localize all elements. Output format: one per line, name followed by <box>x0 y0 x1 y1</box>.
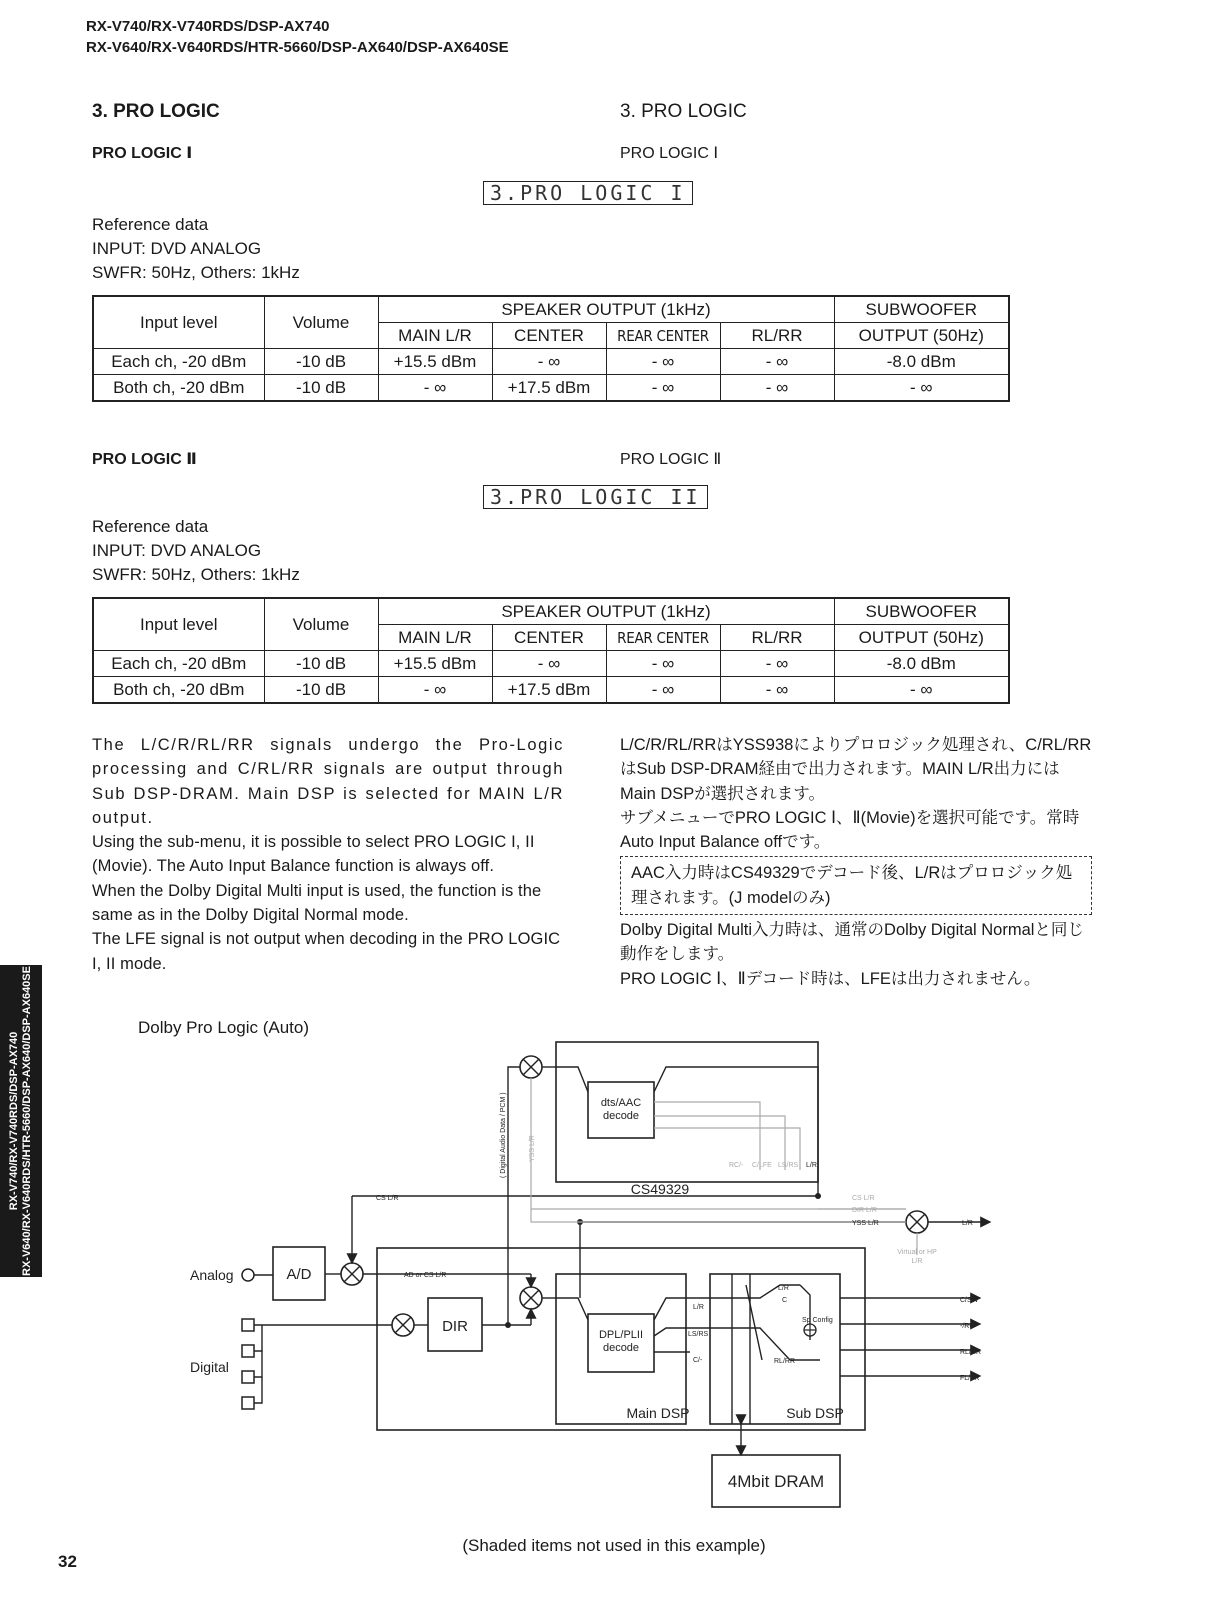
cell: - ∞ <box>378 375 492 402</box>
pl2-title-jp: PRO LOGIC Ⅱ <box>620 451 722 468</box>
th-subwoofer-1: SUBWOOFER <box>834 296 1009 323</box>
cell: -8.0 dBm <box>834 349 1009 375</box>
dpl-label-1: DPL/PLII <box>598 1329 644 1341</box>
digital-input-1 <box>242 1319 254 1331</box>
cell: +15.5 dBm <box>378 349 492 375</box>
th-rear-center: REAR CENTER <box>606 323 720 349</box>
cell: -10 dB <box>264 375 378 402</box>
section-title-en: 3. PRO LOGIC <box>92 101 220 122</box>
th-rear-center: REAR CENTER <box>606 625 720 651</box>
table-row <box>93 651 1009 677</box>
cs-lr-label: CS L/R <box>376 1195 399 1202</box>
cell: - ∞ <box>720 677 834 704</box>
cell: - ∞ <box>720 651 834 677</box>
table-row <box>93 677 1009 704</box>
table-row <box>93 375 1009 402</box>
yss-lr-label: YSS L/R <box>852 1220 879 1227</box>
para: The L/C/R/RL/RR signals undergo the Pro-Logic processing and C/RL/RR signals are output through Sub DSP-DRAM. Main DSP is selected for MAIN L/R output. <box>92 736 564 827</box>
cell: Each ch, -20 dBm <box>93 349 264 375</box>
cell: - ∞ <box>492 651 606 677</box>
body-text-en <box>92 733 564 976</box>
th-input-level: Input level <box>93 598 264 651</box>
dram-label: 4Mbit DRAM <box>727 1472 825 1491</box>
th-center: CENTER <box>492 625 606 651</box>
diagram-title: Dolby Pro Logic (Auto) <box>138 1018 310 1037</box>
ref-swfr: SWFR: 50Hz, Others: 1kHz <box>92 565 300 584</box>
cell: Each ch, -20 dBm <box>93 651 264 677</box>
out-rc-label: -/RC <box>960 1323 975 1330</box>
th-subwoofer-2: OUTPUT (50Hz) <box>834 625 1009 651</box>
cs49329-block <box>556 1042 818 1182</box>
ref-input: INPUT: DVD ANALOG <box>92 239 262 258</box>
pl1-reference-data <box>92 213 300 285</box>
analog-input-jack <box>242 1269 254 1281</box>
pl2-title-en: PRO LOGIC Ⅱ <box>92 451 197 468</box>
rc-label: RC/- <box>729 1162 744 1169</box>
cell: +15.5 dBm <box>378 651 492 677</box>
dts-label-1: dts/AAC <box>600 1097 642 1109</box>
para: AAC入力時はCS49329でデコード後、L/Rはプロロジック処理されます。(J modelのみ) <box>631 864 1073 907</box>
cell: +17.5 dBm <box>492 375 606 402</box>
cell: - ∞ <box>720 349 834 375</box>
dts-label-2: decode <box>602 1110 640 1122</box>
digital-input-2 <box>242 1345 254 1357</box>
ref-input: INPUT: DVD ANALOG <box>92 541 262 560</box>
para: Dolby Digital Multi入力時は、通常のDolby Digital Normalと同じ動作をします。 <box>620 921 1084 964</box>
out-rlrr-label: RL/RR <box>960 1349 982 1356</box>
th-rlrr: RL/RR <box>720 625 834 651</box>
ref-swfr: SWFR: 50Hz, Others: 1kHz <box>92 263 300 282</box>
body-text-jp <box>620 733 1092 991</box>
cell: +17.5 dBm <box>492 677 606 704</box>
side-tab-line-1: RX-V740/RX-V740RDS/DSP-AX740 <box>8 1031 20 1211</box>
page-number: 32 <box>58 1552 77 1571</box>
lr-out-label: L/R <box>962 1220 973 1227</box>
cell: -10 dB <box>264 651 378 677</box>
out-flfr-label: FL/FR <box>960 1375 980 1382</box>
pl1-title-jp: PRO LOGIC Ⅰ <box>620 145 719 162</box>
cell: - ∞ <box>834 677 1009 704</box>
ls-rs-label: LS/RS <box>778 1162 799 1169</box>
sp-config-label: Sp Config <box>802 1317 833 1324</box>
cs-lr-r-label: CS L/R <box>852 1195 875 1202</box>
header-model-line-1: RX-V740/RX-V740RDS/DSP-AX740 <box>86 18 330 35</box>
dpl-label-2: decode <box>602 1342 640 1354</box>
c-lfe-label: C/LFE <box>752 1162 772 1169</box>
para: Using the sub-menu, it is possible to select PRO LOGIC I, II (Movie). The Auto Input Balance function is always off. <box>92 833 535 876</box>
ref-title: Reference data <box>92 517 209 536</box>
note-box <box>620 856 1092 915</box>
virtual-label-2: L/R <box>911 1258 923 1265</box>
para: L/C/R/RL/RRはYSS938によりプロロジック処理され、C/RL/RRはSub DSP-DRAM経由で出力されます。MAIN L/R出力にはMain DSPが選択されます。 <box>620 736 1092 803</box>
ad-label: A/D <box>286 1266 312 1283</box>
ad-or-cs-label: AD or CS L/R <box>404 1272 447 1279</box>
footnote: (Shaded items not used in this example) <box>462 1536 766 1555</box>
analog-label: Analog <box>190 1267 234 1283</box>
th-speaker-output: SPEAKER OUTPUT (1kHz) <box>378 296 834 323</box>
cs49329-label: CS49329 <box>630 1181 690 1197</box>
cell: - ∞ <box>606 349 720 375</box>
cell: Both ch, -20 dBm <box>93 677 264 704</box>
digital-label: Digital <box>190 1359 229 1375</box>
cell: - ∞ <box>834 375 1009 402</box>
th-center: CENTER <box>492 323 606 349</box>
digital-audio-label: ( Digital Audio Data / PCM ) <box>500 1092 507 1178</box>
pl2-spec-table <box>92 597 1010 704</box>
sub-dsp-label: Sub DSP <box>786 1405 844 1421</box>
section-title-jp: 3. PRO LOGIC <box>620 101 747 122</box>
para: PRO LOGIC Ⅰ、Ⅱデコード時は、LFEは出力されません。 <box>620 969 1041 988</box>
sub-rlrr-label: RL/RR <box>774 1358 796 1365</box>
lr-top-label: L/R <box>806 1162 817 1169</box>
side-tab <box>0 965 42 1277</box>
pl2-reference-data <box>92 515 300 587</box>
th-rlrr: RL/RR <box>720 323 834 349</box>
cell: -10 dB <box>264 349 378 375</box>
out-csw-label: C/SW <box>960 1297 979 1304</box>
cell: - ∞ <box>606 677 720 704</box>
sub-dsp-block <box>710 1274 840 1424</box>
signal-flow-diagram <box>0 1030 1228 1550</box>
cell: - ∞ <box>720 375 834 402</box>
para: When the Dolby Digital Multi input is used, the function is the same as in the Dolby Digital Normal mode. <box>92 881 542 925</box>
dir-lr-label: DIR L/R <box>852 1207 877 1214</box>
digital-input-4 <box>242 1397 254 1409</box>
cell: - ∞ <box>492 349 606 375</box>
yss-lr-vert-label: YSS L/R <box>529 1135 536 1162</box>
pl2-display-readout: 3.PRO LOGIC II <box>483 485 708 509</box>
th-volume: Volume <box>264 296 378 349</box>
th-subwoofer-1: SUBWOOFER <box>834 598 1009 625</box>
th-subwoofer-2: OUTPUT (50Hz) <box>834 323 1009 349</box>
cell: - ∞ <box>606 651 720 677</box>
pl1-spec-table <box>92 295 1010 402</box>
th-speaker-output: SPEAKER OUTPUT (1kHz) <box>378 598 834 625</box>
para: The LFE signal is not output when decoding in the PRO LOGIC I, II mode. <box>92 930 561 973</box>
digital-input-3 <box>242 1371 254 1383</box>
para: サブメニューでPRO LOGIC Ⅰ、Ⅱ(Movie)を選択可能です。常時Auto Input Balance offです。 <box>620 808 1080 852</box>
side-tab-line-2: RX-V640/RX-V640RDS/HTR-5660/DSP-AX640/DSP-AX640SE <box>21 966 33 1276</box>
th-input-level: Input level <box>93 296 264 349</box>
ref-title: Reference data <box>92 215 209 234</box>
dir-label: DIR <box>442 1318 468 1335</box>
sub-lr-label: L/R <box>778 1285 789 1292</box>
sub-c-label: C <box>782 1297 788 1304</box>
virtual-label: Virtual or HP <box>897 1249 937 1256</box>
pl1-display-readout: 3.PRO LOGIC I <box>483 181 693 205</box>
dpl-lr-label: L/R <box>693 1304 704 1311</box>
main-dsp-label: Main DSP <box>626 1405 690 1421</box>
cell: -10 dB <box>264 677 378 704</box>
th-main-lr: MAIN L/R <box>378 323 492 349</box>
table-row <box>93 349 1009 375</box>
cell: Both ch, -20 dBm <box>93 375 264 402</box>
th-main-lr: MAIN L/R <box>378 625 492 651</box>
cell: - ∞ <box>606 375 720 402</box>
pl1-title-en: PRO LOGIC Ⅰ <box>92 145 193 162</box>
header-model-line-2: RX-V640/RX-V640RDS/HTR-5660/DSP-AX640/DSP-AX640SE <box>86 39 509 56</box>
th-volume: Volume <box>264 598 378 651</box>
dpl-lsrs-label: LS/RS <box>688 1331 709 1338</box>
cell: - ∞ <box>378 677 492 704</box>
cell: -8.0 dBm <box>834 651 1009 677</box>
dpl-c-label: C/- <box>693 1357 703 1364</box>
